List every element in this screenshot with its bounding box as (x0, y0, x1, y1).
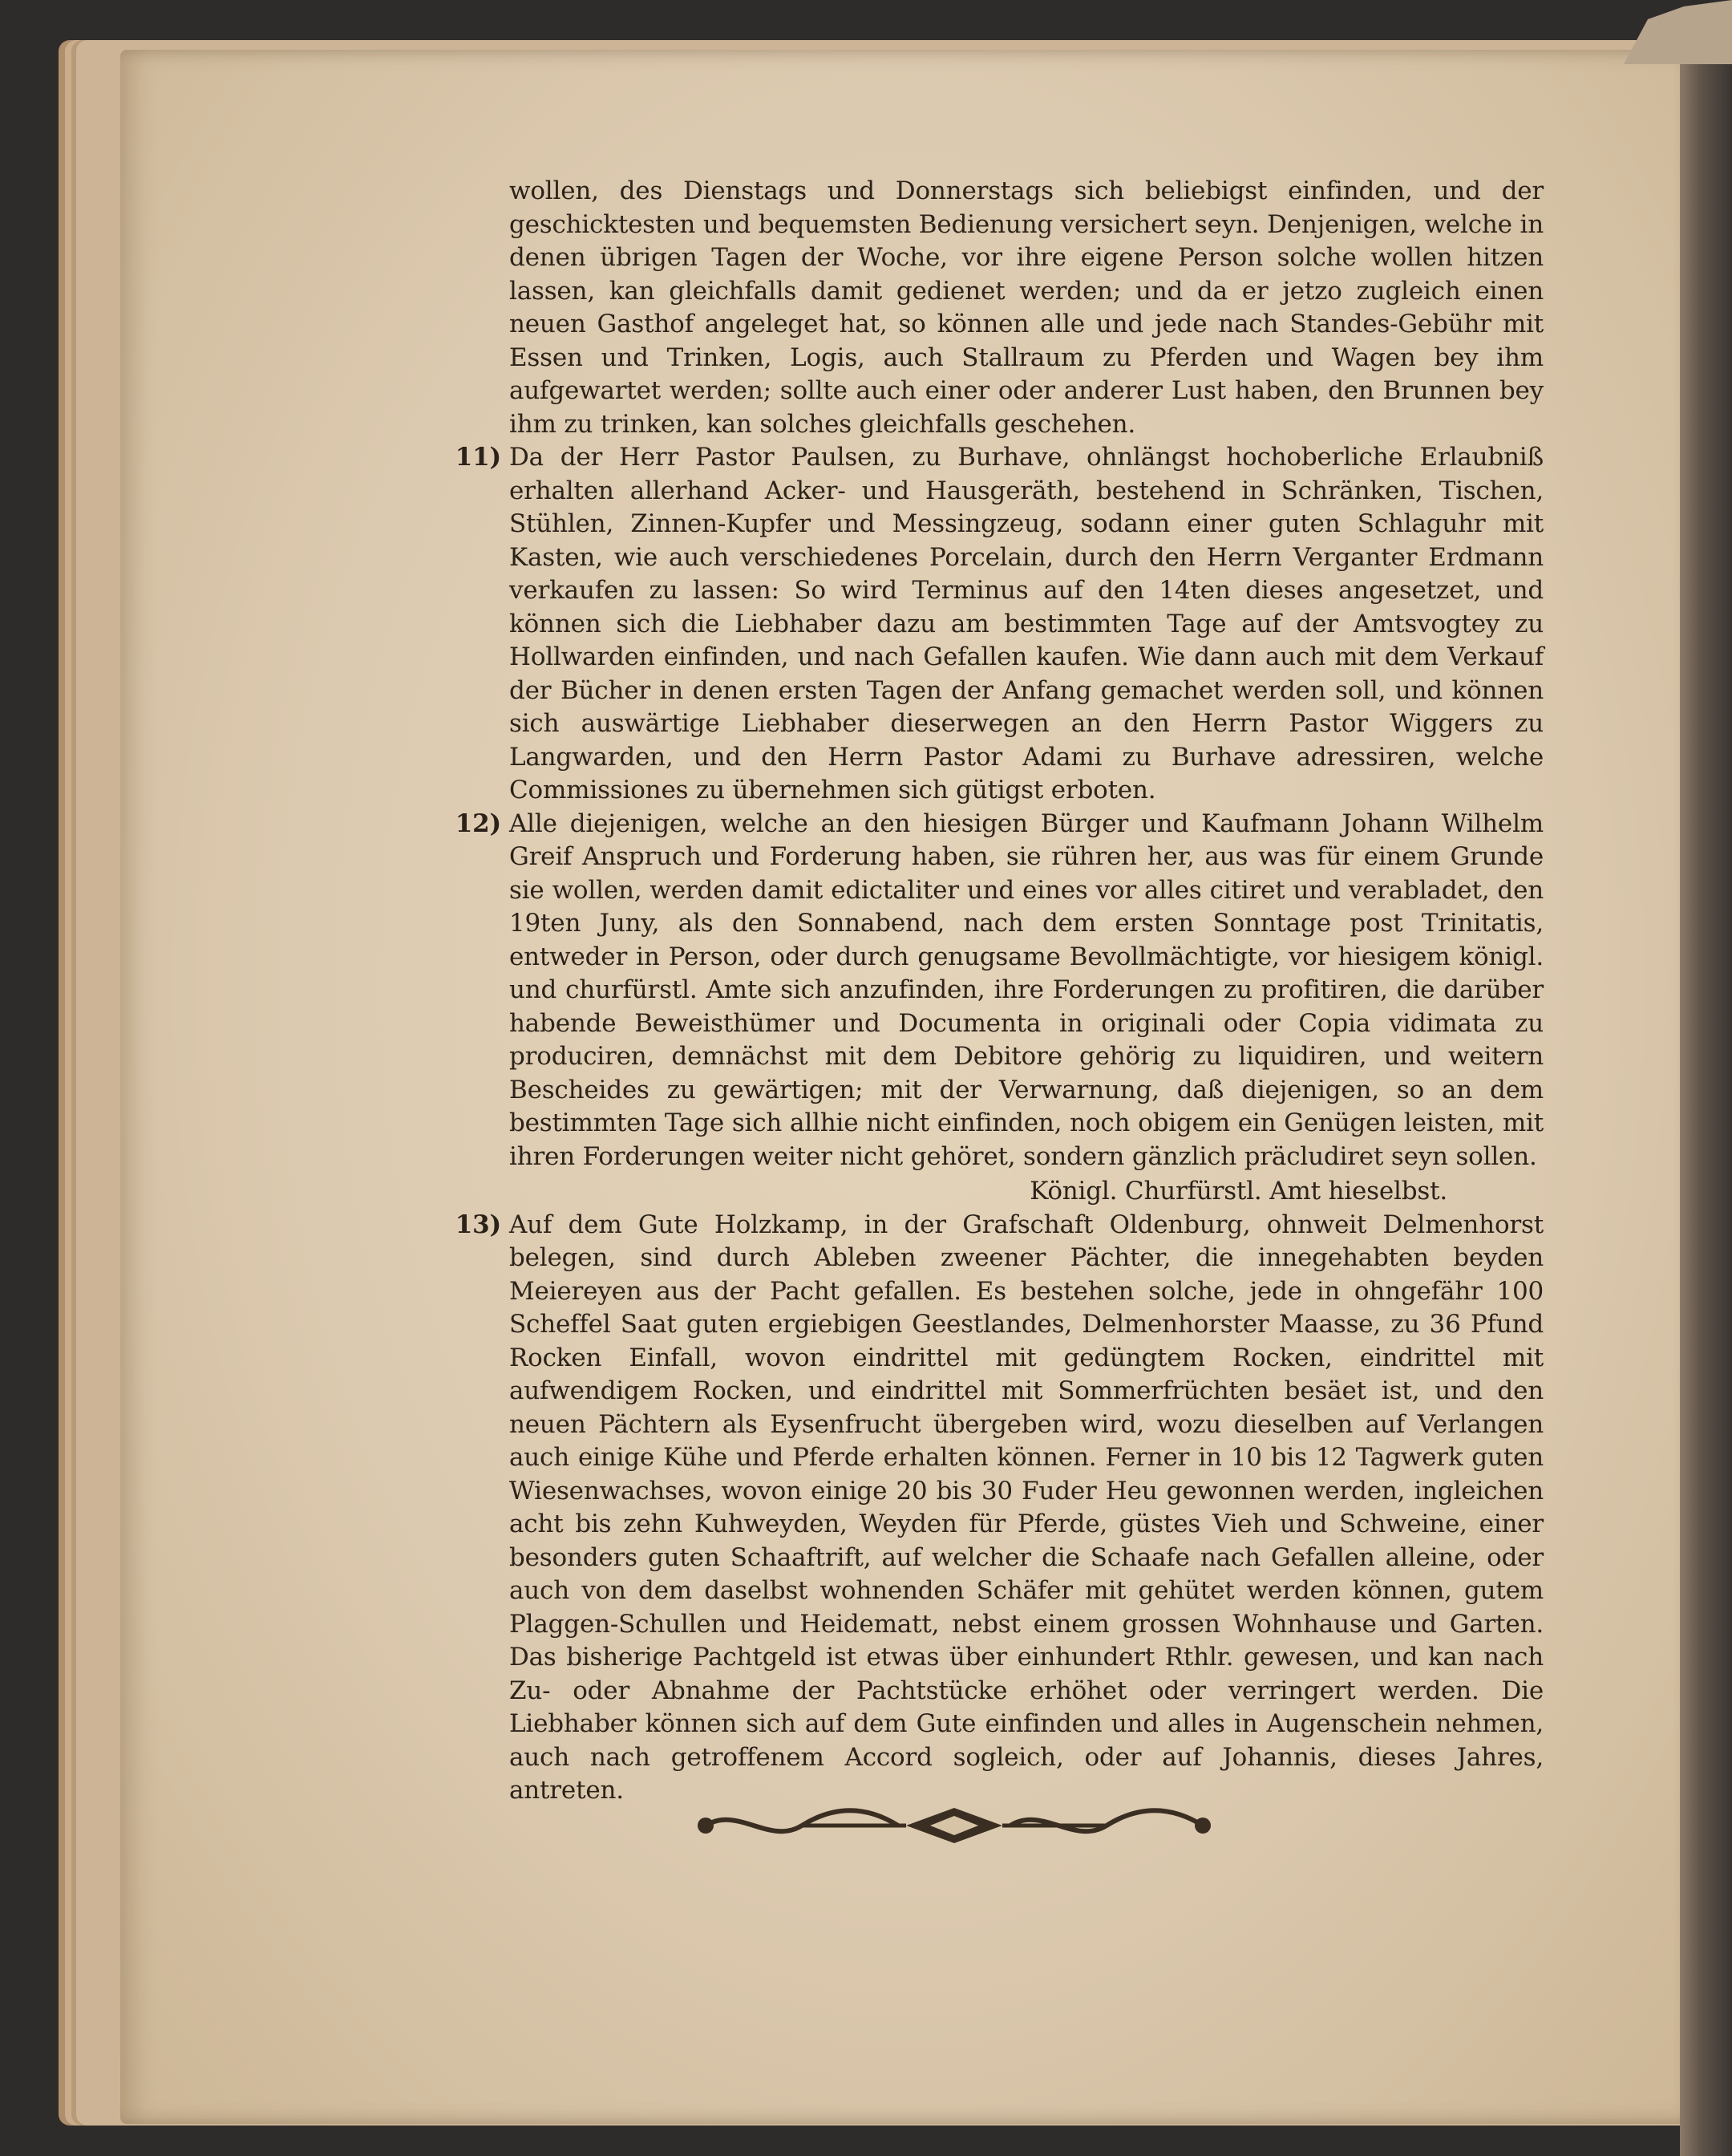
paragraph-text: Da der Herr Pastor Paulsen, zu Burhave, ohnlängst hochoberliche Erlaubniß erhalten allerhand Acker- und Hausgeräth, bestehend in Schränken, Tischen, Stühlen, Zinnen-Kupfer und Messingzeug, sodann einer guten Schlaguhr mit Kasten, wie auch verschiedenes Porcelain, durch den Herrn Verganter Erdmann verkaufen zu lassen: So wird Terminus auf den 14ten dieses angesetzet, und können sich die Liebhaber dazu am bestimmten Tage auf der Amtsvogtey zu Hollwarden einfinden, und nach Gefallen kaufen. Wie dann auch mit dem Verkauf der Bücher in denen ersten Tagen der Anfang gemachet werden soll, und können sich auswärtige Liebhaber dieserwegen an den Herrn Pastor Wiggers zu Langwarden, und den Herrn Pastor Adami zu Burhave adressiren, welche Commissiones zu übernehmen sich gütigst erboten. (509, 443, 1544, 804)
paragraph-continuation (509, 175, 1544, 441)
page-text (455, 175, 1544, 1808)
decorative-ornament-icon (690, 1801, 1219, 1850)
paragraph-text: wollen, des Dienstags und Donnerstags sich beliebigst einfinden, und der geschicktesten und bequemsten Bedienung versichert seyn. Denjenigen, welche in denen übrigen Tagen der Woche, vor ihre eigene Person solche wollen hitzen lassen, kan gleichfalls damit gedienet werden; und da er jetzo zugleich einen neuen Gasthof angeleget hat, so können alle und jede nach Standes-Gebühr mit Essen und Trinken, Logis, auch Stallraum zu Pferden und Wagen bey ihm aufgewartet werden; sollte auch einer oder anderer Lust haben, den Brunnen bey ihm zu trinken, kan solches gleichfalls geschehen. (509, 176, 1544, 439)
paragraph-number: 11) (455, 443, 501, 472)
paragraph-11 (455, 441, 1544, 808)
signature-line: Königl. Churfürstl. Amt hieselbst. (1030, 1177, 1447, 1206)
paragraph-12 (455, 808, 1544, 1209)
paragraph-13 (455, 1209, 1544, 1808)
paragraph-number: 12) (455, 808, 501, 838)
paragraph-text: Auf dem Gute Holzkamp, in der Grafschaft Oldenburg, ohnweit Delmenhorst belegen, sind durch Ableben zweener Pächter, die innegehabten beyden Meiereyen aus der Pacht gefallen. Es bestehen solche, jede in ohngefähr 100 Scheffel Saat guten ergiebigen Geestlandes, Delmenhorster Maasse, zu 36 Pfund Rocken Einfall, wovon eindrittel mit gedüngtem Rocken, eindrittel mit aufwendigem Rocken, und eindrittel mit Sommerfrüchten besäet ist, und den neuen Pächtern als Eysenfrucht übergeben wird, wozu dieselben auf Verlangen auch einige Kühe und Pferde erhalten können. Ferner in 10 bis 12 Tagwerk guten Wiesenwachses, wovon einige 20 bis 30 Fuder Heu gewonnen werden, ingleichen acht bis zehn Kuhweyden, Weyden für Pferde, güstes Vieh und Schweine, einer besonders guten Schaaftrift, auf welcher die Schaafe nach Gefallen alleine, oder auch von dem daselbst wohnenden Schäfer mit gehütet werden können, gutem Plaggen-Schullen und Heidematt, nebst einem grossen Wohnhause und Garten. Das bisherige Pachtgeld ist etwas über einhundert Rthlr. gewesen, und kan nach Zu- oder Abnahme der Pachtstücke erhöhet oder verringert werden. Die Liebhaber können sich auf dem Gute einfinden und alles in Augenschein nehmen, auch nach getroffenem Accord sogleich, oder auf Johannis, dieses Jahres, antreten. (509, 1210, 1544, 1805)
paragraph-number: 13) (455, 1210, 501, 1239)
book-spine (1680, 32, 1732, 2156)
paragraph-text: Alle diejenigen, welche an den hiesigen Bürger und Kaufmann Johann Wilhelm Greif Anspruch und Forderung haben, sie rühren her, aus was für einem Grunde sie wollen, werden damit edictaliter und eines vor alles citiret und verabladet, den 19ten Juny, als den Sonnabend, nach dem ersten Sonntage post Trinitatis, entweder in Person, oder durch genugsame Bevollmächtigte, vor hiesigem königl. und churfürstl. Amte sich anzufinden, ihre Forderungen zu profitiren, die darüber habende Beweisthümer und Documenta in originali oder Copia vidimata zu produciren, demnächst mit dem Debitore gehörig zu liquidiren, und weitern Bescheides zu gewärtigen; mit der Verwarnung, daß diejenigen, so an dem bestimmten Tage sich allhie nicht einfinden, noch obigem ein Genügen leisten, mit ihren Forderungen weiter nicht gehöret, sondern gänzlich präcludiret seyn sollen. (509, 808, 1544, 1171)
